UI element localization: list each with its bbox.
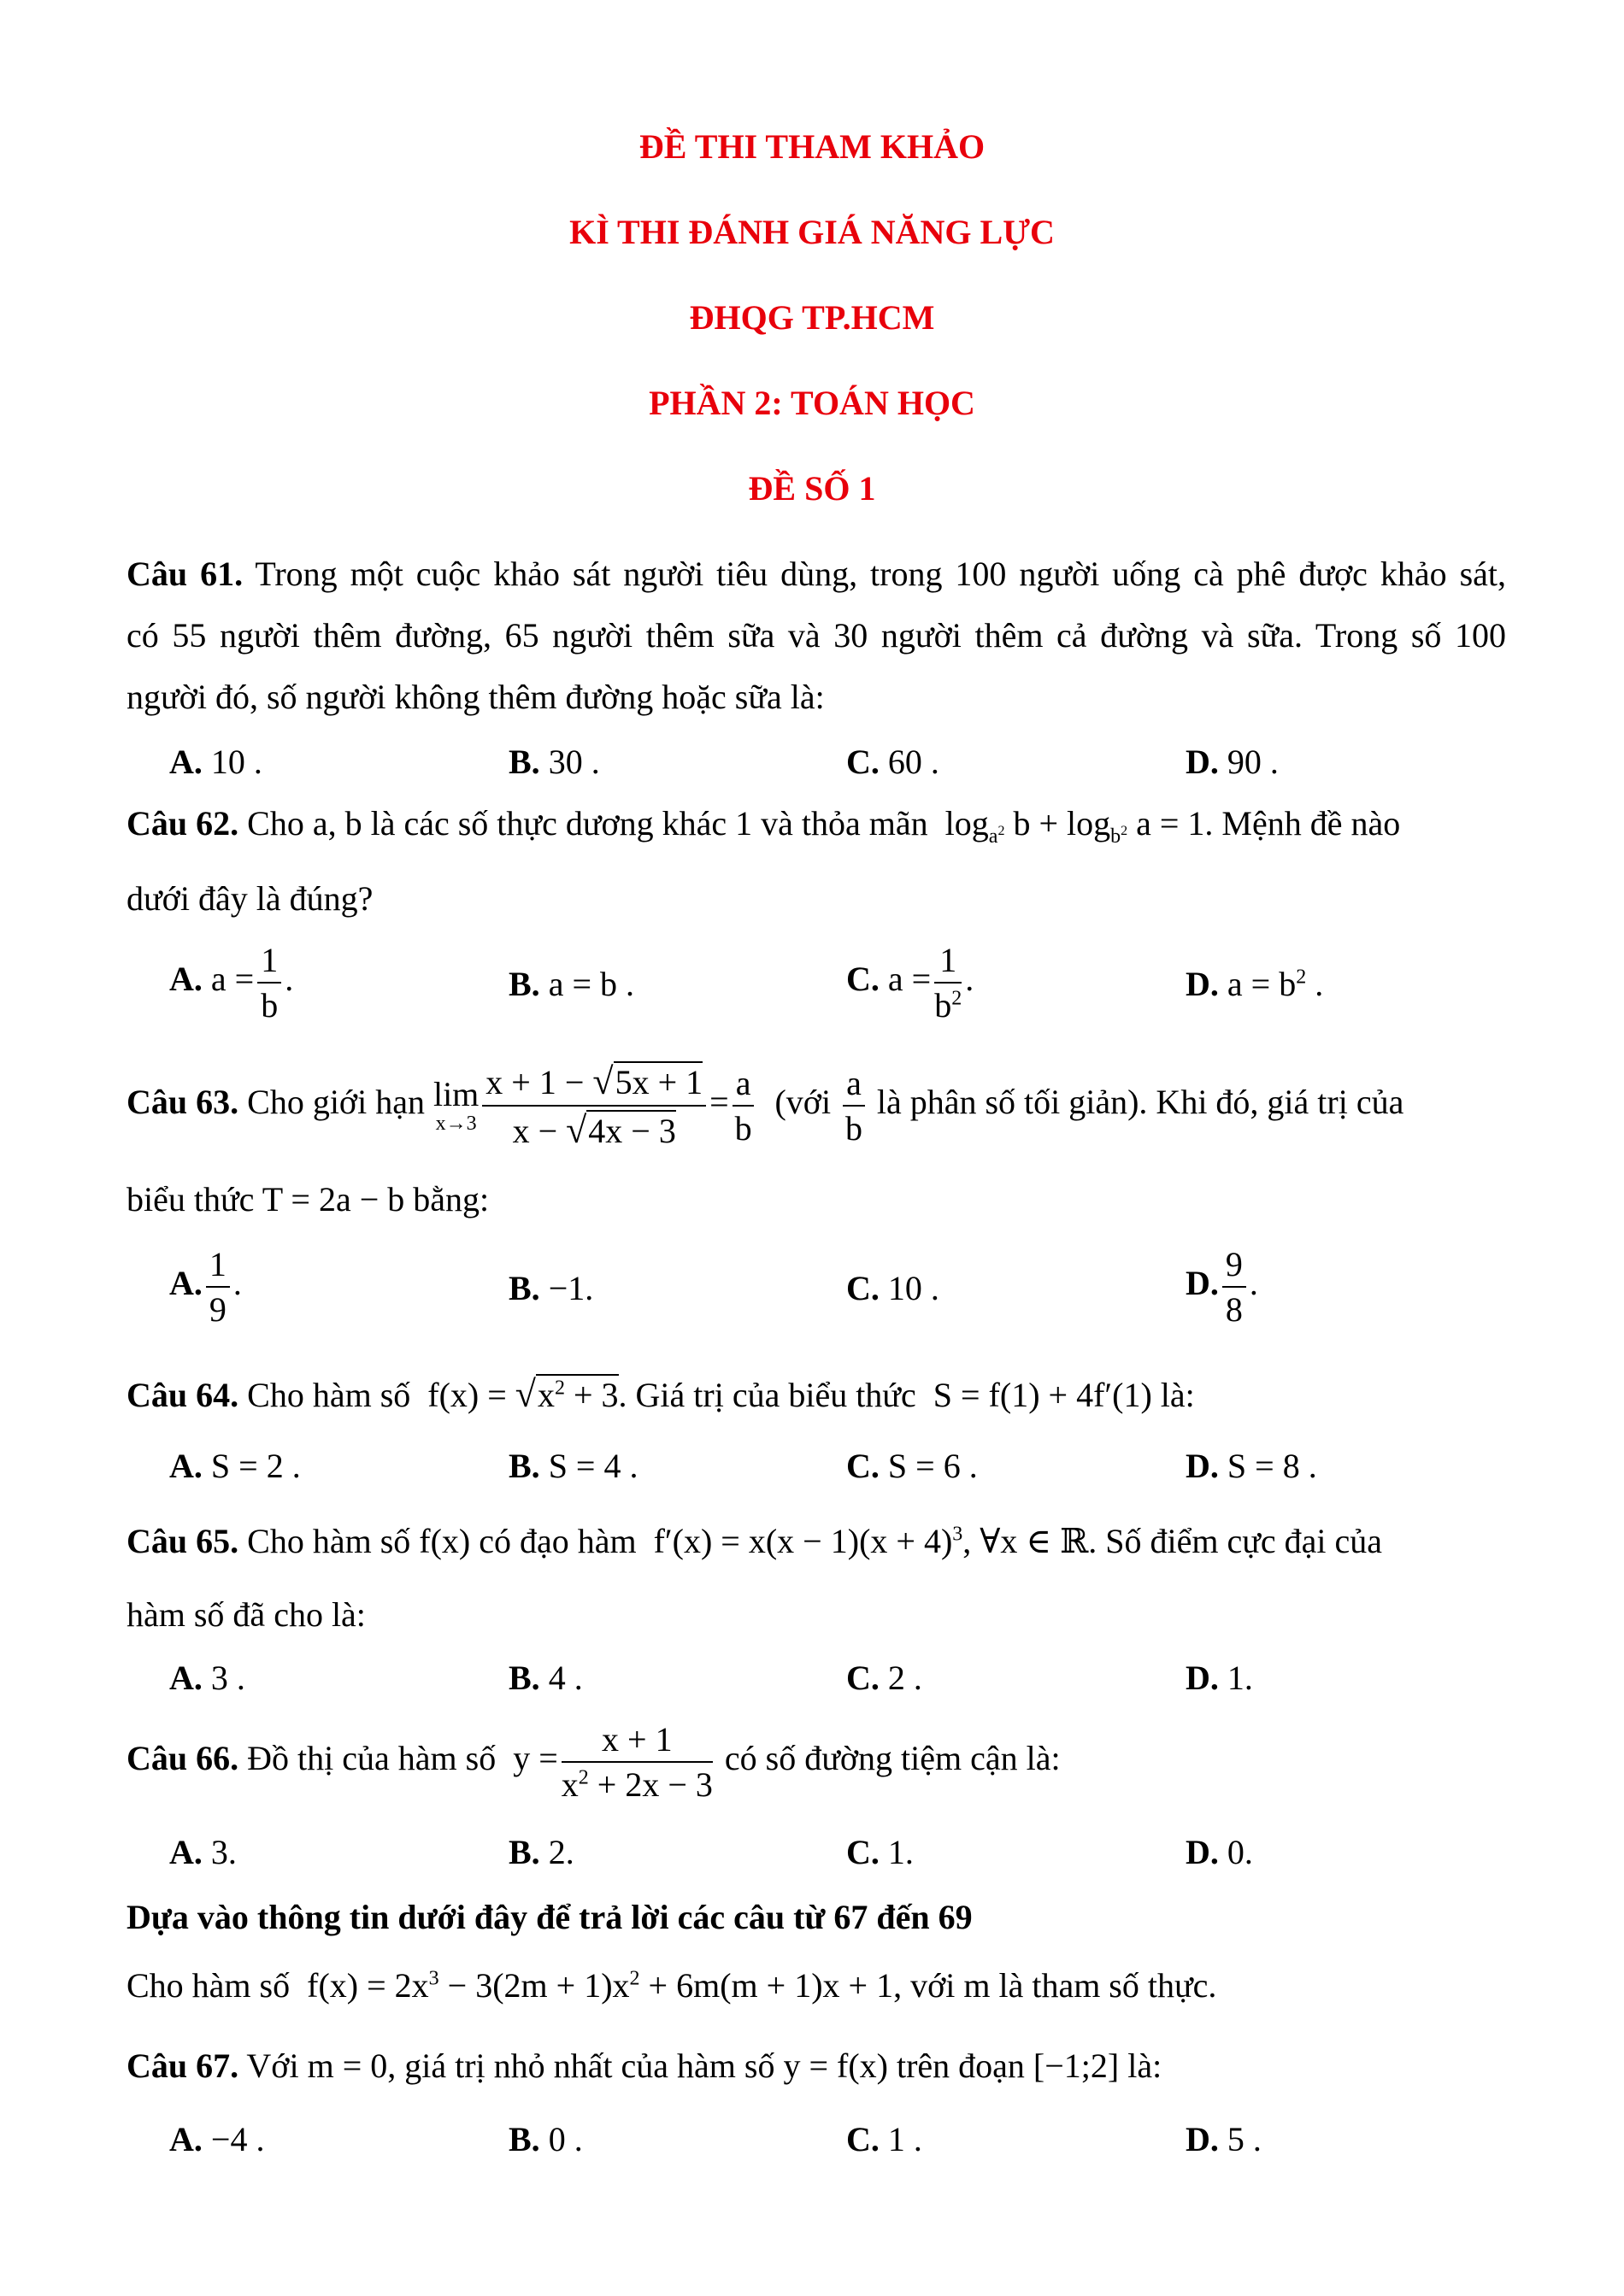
q65-text-after: . Số điểm cực đại của xyxy=(1088,1522,1383,1560)
option-label: B. xyxy=(509,1833,540,1871)
header-line-2: KÌ THI ĐÁNH GIÁ NĂNG LỰC xyxy=(569,213,1055,251)
option-text: 30 . xyxy=(548,743,600,781)
q62-option-d[interactable]: D. $a = b^2$ . xyxy=(1186,965,1324,1003)
q67-option-b[interactable] xyxy=(509,2119,583,2159)
q66-option-a[interactable] xyxy=(169,1832,237,1872)
q66-option-d[interactable] xyxy=(1186,1832,1253,1872)
q62-text-before: Cho a, b là các số thực dương khác 1 và thỏa mãn xyxy=(247,804,928,843)
q63-option-d[interactable]: D. $\frac{9}{8}$ . xyxy=(1186,1245,1258,1329)
fraction: $\frac{1}{b^2}$ xyxy=(934,941,962,1025)
option-text: S = 4 . xyxy=(548,1447,638,1485)
option-label: B. xyxy=(509,1659,540,1697)
q63-option-a[interactable]: A. $\frac{1}{9}$ . xyxy=(169,1245,242,1329)
option-text: 0 . xyxy=(548,2120,583,2158)
option-label: D. xyxy=(1186,965,1219,1003)
q62-option-b[interactable] xyxy=(509,964,634,1004)
q67-option-d[interactable] xyxy=(1186,2119,1262,2159)
option-label: D. xyxy=(1186,743,1219,781)
fraction: $\frac{1}{b}$ xyxy=(257,940,281,1025)
q62-line-2: dưới đây là đúng? xyxy=(127,879,374,918)
info-text-after: , với m là tham số thực. xyxy=(893,1966,1217,2005)
q66-fraction: $\frac{x + 1}{x^2 + 2x - 3}$ xyxy=(561,1720,713,1804)
option-label: C. xyxy=(846,2120,880,2158)
limit-operator: lim x→3 xyxy=(432,1075,480,1135)
q61-line-3: người đó, số người không thêm đường hoặc sữa là: xyxy=(127,678,825,716)
fraction: $\frac{9}{8}$ xyxy=(1222,1244,1246,1330)
option-label: A. xyxy=(169,1447,203,1485)
option-label: C. xyxy=(846,1659,880,1697)
option-label: B. xyxy=(509,2120,540,2158)
q66-line-1: Câu 66. Đồ thị của hàm số y = $\frac{x + 1}{x^2 + 2x - 3}$ có số đường tiệm cận là: xyxy=(127,1720,1061,1804)
option-label: C. xyxy=(846,1833,880,1871)
q61-label: Câu 61. xyxy=(127,555,244,593)
option-text: S = 2 . xyxy=(210,1447,301,1485)
q65-option-d[interactable] xyxy=(1186,1658,1253,1698)
option-label: A. xyxy=(169,1659,203,1697)
option-label: B. xyxy=(509,743,540,781)
header-line-5: ĐỀ SỐ 1 xyxy=(748,469,876,508)
option-label: D. xyxy=(1186,2120,1219,2158)
q62-option-a[interactable]: A. a = $\frac{1}{b}$ . xyxy=(169,941,294,1025)
option-text: 0. xyxy=(1227,1833,1253,1871)
q66-option-c[interactable] xyxy=(846,1832,914,1872)
q66-option-b[interactable] xyxy=(509,1832,574,1872)
option-text: 5 . xyxy=(1227,2120,1262,2158)
option-text: −4 . xyxy=(210,2120,265,2158)
option-label: A. xyxy=(169,960,203,999)
q64-label: Câu 64. xyxy=(127,1376,239,1414)
q64-option-a[interactable] xyxy=(169,1446,301,1486)
option-text: 90 . xyxy=(1227,743,1279,781)
option-label: A. xyxy=(169,1833,203,1871)
q62-text-after: . Mệnh đề nào xyxy=(1204,804,1401,843)
q63-text-before: Cho giới hạn xyxy=(247,1083,425,1122)
option-text: 2. xyxy=(548,1833,574,1871)
q65-text-before: Cho hàm số f(x) có đạo hàm xyxy=(247,1522,637,1560)
q63-line-1: Câu 63. Cho giới hạn lim x→3 $\frac{x + 1 - √5x + 1}{x - √4x - 3}$ = $\frac{a}{b}$ (với $\frac{a}{b}$ là phân số tối giản). Khi đó, giá trị của xyxy=(127,1060,1404,1151)
option-text: 1. xyxy=(887,1833,914,1871)
header-line-4: PHẦN 2: TOÁN HỌC xyxy=(649,384,975,422)
option-label: C. xyxy=(846,1269,880,1307)
q64-option-b[interactable] xyxy=(509,1446,638,1486)
option-label: A. xyxy=(169,2120,203,2158)
limit-fraction: $\frac{x + 1 - √5x + 1}{x - √4x - 3}$ xyxy=(482,1060,706,1152)
q65-option-b[interactable] xyxy=(509,1658,583,1698)
q63-option-b[interactable] xyxy=(509,1268,593,1308)
option-label: A. xyxy=(169,1264,203,1303)
q61-line-2: có 55 người thêm đường, 65 người thêm sữa và 30 người thêm cả đường và sữa. Trong số 100 xyxy=(127,616,1506,655)
option-label: D. xyxy=(1186,1447,1219,1485)
option-text: 3 . xyxy=(210,1659,245,1697)
q64-line-1 xyxy=(127,1372,1195,1416)
option-label: D. xyxy=(1186,1833,1219,1871)
option-label: C. xyxy=(846,960,880,999)
option-label: B. xyxy=(509,965,540,1003)
option-text: 4 . xyxy=(548,1659,583,1697)
option-label: A. xyxy=(169,743,203,781)
q63-line-2: biểu thức T = 2a − b bằng: xyxy=(127,1180,490,1218)
option-text: 3. xyxy=(210,1833,237,1871)
info-line xyxy=(127,1965,1216,2005)
q65-option-a[interactable] xyxy=(169,1658,245,1698)
option-text: S = 6 . xyxy=(887,1447,978,1485)
q64-text-before: Cho hàm số xyxy=(247,1376,411,1414)
option-label: C. xyxy=(846,1447,880,1485)
option-label: D. xyxy=(1186,1264,1219,1303)
q61-option-a[interactable] xyxy=(169,742,262,782)
option-label: B. xyxy=(509,1269,540,1307)
q64-text-mid: . Giá trị của biểu thức xyxy=(618,1376,916,1414)
q63-option-c[interactable] xyxy=(846,1268,939,1308)
q66-text-before: Đồ thị của hàm số xyxy=(247,1739,497,1778)
fraction: $\frac{1}{9}$ xyxy=(206,1244,230,1330)
q61-line-1 xyxy=(127,554,1506,594)
option-label: D. xyxy=(1186,1659,1219,1697)
info-function: $f(x) = 2x^3 - 3(2m + 1)x^2 + 6m(m + 1)x + 1$ xyxy=(298,1966,894,2005)
q66-label: Câu 66. xyxy=(127,1739,239,1778)
q67-label: Câu 67. xyxy=(127,2046,239,2085)
q62-line-1 xyxy=(127,803,1506,849)
q65-line-1 xyxy=(127,1521,1506,1561)
q67-option-a[interactable] xyxy=(169,2119,264,2159)
q63-text-after: là phân số tối giản). Khi đó, giá trị của xyxy=(876,1083,1404,1122)
q64-expression: S = f(1) + 4f′(1) xyxy=(924,1376,1161,1414)
option-text: −1. xyxy=(548,1269,594,1307)
q64-option-c[interactable] xyxy=(846,1446,978,1486)
option-text: 2 . xyxy=(887,1659,922,1697)
fraction-a-b: $\frac{a}{b}$ xyxy=(733,1063,755,1148)
q64-function: $f(x) = √x^2 + 3$ xyxy=(419,1373,619,1415)
q61-text-1: Trong một cuộc khảo sát người tiêu dùng, trong 100 người uống cà phê được khảo sát, xyxy=(255,555,1507,593)
q62-option-c[interactable]: C. a = $\frac{1}{b^2}$ . xyxy=(846,941,974,1025)
option-text: 1 . xyxy=(887,2120,922,2158)
option-text: 10 . xyxy=(210,743,262,781)
q65-derivative: $f'(x) = x(x - 1)(x + 4)^3$, ∀x ∈ ℝ xyxy=(644,1522,1089,1560)
q64-text-after: là: xyxy=(1160,1376,1195,1414)
fraction-a-b: $\frac{a}{b}$ xyxy=(843,1063,865,1148)
q62-label: Câu 62. xyxy=(127,804,239,843)
q67-line-1 xyxy=(127,2046,1162,2086)
info-heading: Dựa vào thông tin dưới đây để trả lời các câu từ 67 đến 69 xyxy=(127,1898,973,1936)
option-text: a = b . xyxy=(548,965,634,1003)
q65-label: Câu 65. xyxy=(127,1522,239,1560)
q61-option-b[interactable] xyxy=(509,742,600,782)
option-label: B. xyxy=(509,1447,540,1485)
q63-text-mid: (với xyxy=(774,1083,832,1122)
q64-option-d[interactable] xyxy=(1186,1446,1317,1486)
header-line-3: ĐHQG TP.HCM xyxy=(689,298,935,337)
q65-line-2: hàm số đã cho là: xyxy=(127,1595,366,1634)
option-text: S = 8 . xyxy=(1227,1447,1317,1485)
q62-formula: $\log_{a^2} b + \log_{b^2} a = 1$ xyxy=(936,804,1205,848)
q66-text-after: có số đường tiệm cận là: xyxy=(724,1739,1061,1778)
q67-text: Với m = 0, giá trị nhỏ nhất của hàm số y = f(x) trên đoạn [−1;2] là: xyxy=(246,2046,1162,2085)
option-label: C. xyxy=(846,743,880,781)
q61-option-d[interactable] xyxy=(1186,742,1279,782)
option-text: 10 . xyxy=(887,1269,939,1307)
q63-label: Câu 63. xyxy=(127,1083,239,1122)
info-text-before: Cho hàm số xyxy=(127,1966,291,2005)
option-text: 60 . xyxy=(887,743,939,781)
q61-option-c[interactable] xyxy=(846,742,939,782)
q65-option-c[interactable] xyxy=(846,1658,922,1698)
header-line-1: ĐỀ THI THAM KHẢO xyxy=(638,127,986,166)
option-text: 1. xyxy=(1227,1659,1253,1697)
q67-option-c[interactable] xyxy=(846,2119,922,2159)
